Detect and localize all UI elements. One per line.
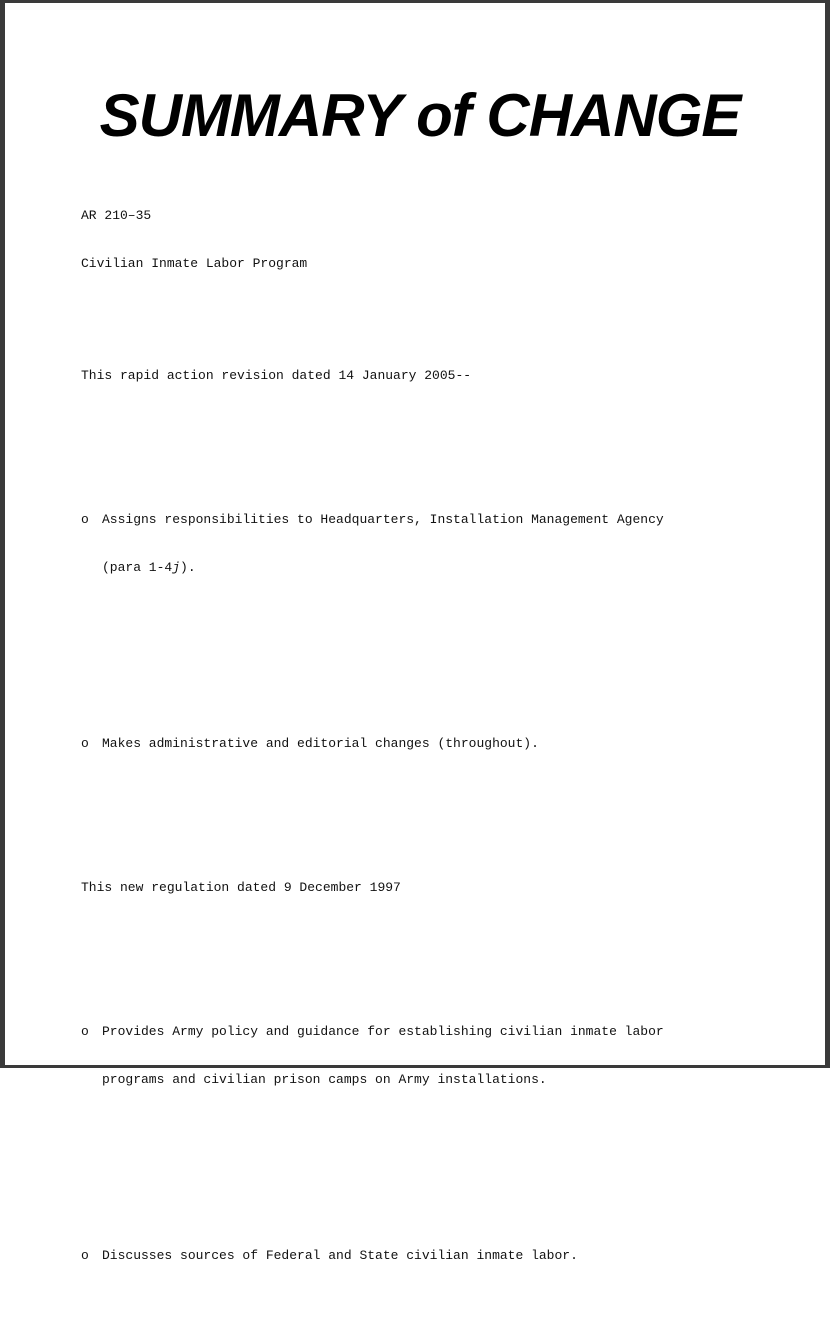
list-item-text: Assigns responsibilities to Headquarters, Installation Management Agency xyxy=(102,512,664,527)
list-item xyxy=(81,480,664,608)
spacer xyxy=(81,816,664,832)
spacer xyxy=(81,1152,664,1168)
page-title: SUMMARY of CHANGE xyxy=(99,82,741,149)
list-item xyxy=(81,1216,664,1296)
bullet-marker: o xyxy=(81,512,89,527)
bullet-marker: o xyxy=(81,736,89,751)
list-item-text: Makes administrative and editorial changes (throughout). xyxy=(102,736,539,751)
spacer xyxy=(81,928,664,944)
revision-heading: This rapid action revision dated 14 January 2005-- xyxy=(81,368,472,383)
bullet-marker: o xyxy=(81,1024,89,1039)
spacer xyxy=(81,304,664,320)
list-item xyxy=(81,704,664,784)
list-item-continuation: programs and civilian prison camps on Army installations. xyxy=(102,1072,547,1087)
summary-body xyxy=(81,176,664,1328)
list-item-text: Discusses sources of Federal and State civilian inmate labor. xyxy=(102,1248,578,1263)
list-item-continuation: (para 1-4j). xyxy=(102,560,196,575)
list-item xyxy=(81,992,664,1120)
document-id: AR 210–35 xyxy=(81,208,152,223)
spacer xyxy=(81,416,664,432)
bullet-marker: o xyxy=(81,1248,89,1263)
document-name: Civilian Inmate Labor Program xyxy=(81,256,308,271)
new-regulation-heading: This new regulation dated 9 December 1997 xyxy=(81,880,401,895)
spacer xyxy=(81,640,664,656)
list-item-text: Provides Army policy and guidance for establishing civilian inmate labor xyxy=(102,1024,664,1039)
